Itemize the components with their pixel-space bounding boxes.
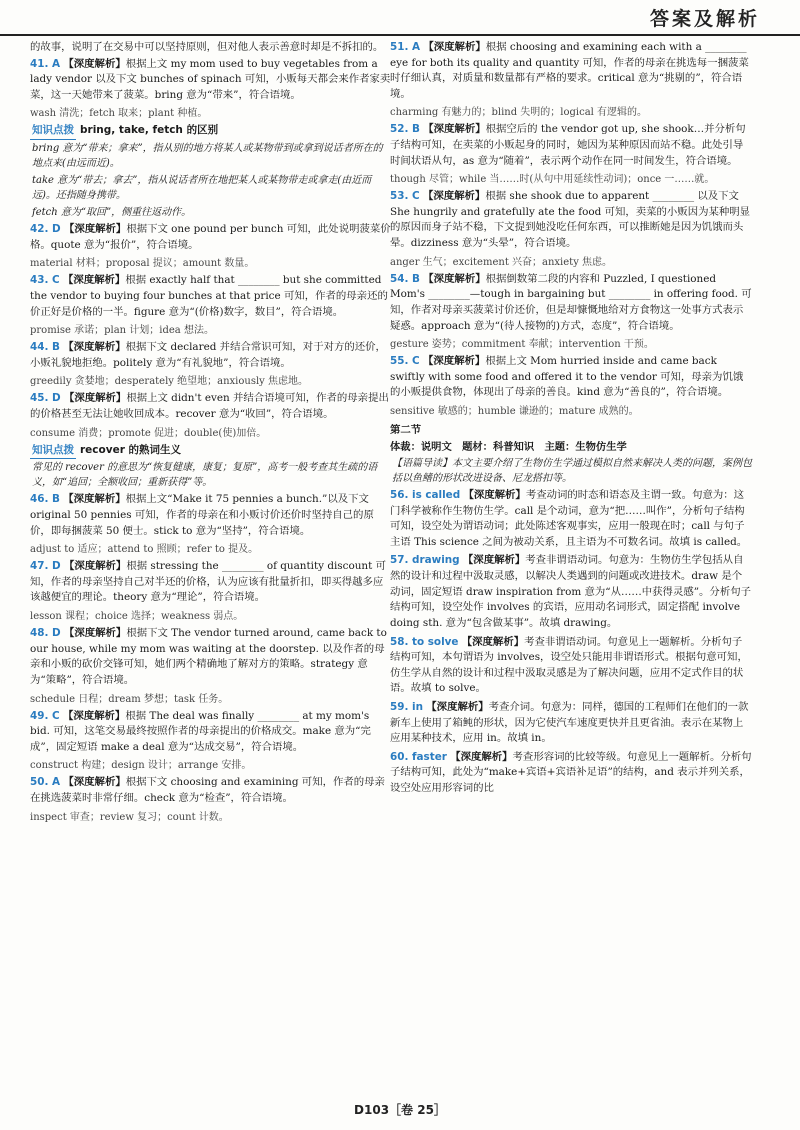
option-glossary: material 材料；proposal 提议；amount 数量。 xyxy=(30,258,255,270)
knowledge-tip-heading: bring, take, fetch 的区别 xyxy=(80,124,219,137)
answer-item xyxy=(30,492,392,539)
analysis-text: 根据上文 didn't even 并结合语境可知，作者的母亲提出的价格甚至无法让她收回成本。recover 意为“收回”，符合语境。 xyxy=(30,392,389,421)
option-glossary: greedily 贪婪地；desperately 绝望地；anxiously 焦虑地。 xyxy=(30,376,308,388)
answer-item xyxy=(390,553,752,631)
question-number: 49. C xyxy=(30,709,60,722)
option-glossary: charming 有魅力的；blind 失明的；logical 有逻辑的。 xyxy=(390,107,648,119)
analysis-text: 考查非谓语动词。句意为：生物仿生学包括从自然的设计和过程中汲取灵感，以解决人类遇到的问题或改进技术。draw 是个动词，固定短语 draw inspiration from 意为“从……中获得灵感”。分析句子结构可知，设空处作 involves 的宾语，应用动名词形式，固定搭配 involve doing sth. 意为“包含做某事”。故填 drawing。 xyxy=(390,554,751,629)
answer-item xyxy=(30,273,392,320)
analysis-text: 根据上文“Make it 75 pennies a bunch.”以及下文 original 50 pennies 可知，作者的母亲在和小贩讨价还价时坚持自己的原价，即每捆菠菜 50 便士。stick to 意为“坚持”，符合语境。 xyxy=(30,493,374,537)
right-column xyxy=(390,40,752,800)
answer-item xyxy=(30,57,392,104)
question-number: 56. is called xyxy=(390,489,461,502)
question-number: 47. D xyxy=(30,560,61,573)
analysis-tag: 【深度解析】 xyxy=(423,41,486,53)
analysis-tag: 【深度解析】 xyxy=(461,635,525,648)
question-number: 51. A xyxy=(390,41,421,53)
analysis-tag: 【深度解析】 xyxy=(422,190,486,203)
answer-item xyxy=(390,750,752,797)
option-glossary: promise 承诺；plan 计划；idea 想法。 xyxy=(30,325,214,337)
question-number: 44. B xyxy=(30,341,60,354)
analysis-text: 根据下文 choosing and examining 可知，作者的母亲在挑选菠菜时非常仔细。check 意为“检查”，符合语境。 xyxy=(30,776,385,804)
option-glossary: schedule 日程；dream 梦想；task 任务。 xyxy=(30,693,229,705)
answer-item xyxy=(30,391,392,422)
analysis-text: 根据上文 Mom hurried inside and came back swiftly with some food and offered it to the vendor 可知，母亲为饥饿的小贩提供食物，体现出了母亲的善良。kind 意为“善良的”，符合语境。 xyxy=(390,355,744,399)
analysis-tag: 【深度解析】 xyxy=(63,493,126,506)
question-number: 45. D xyxy=(30,392,61,405)
analysis-text: 考查形容词的比较等级。句意见上一题解析。分析句子结构可知，此处为“make+宾语+宾语补足语”的结构，and 表示并列关系，设空处应用形容词的比 xyxy=(390,750,752,794)
page-number: D103［卷 25］ xyxy=(354,1103,446,1117)
analysis-tag: 【深度解析】 xyxy=(62,274,126,287)
note-text: bring 意为“带来；拿来”，指从别的地方将某人或某物带到或拿到说话者所在的地点来(由远而近)。 xyxy=(32,143,383,170)
answer-item xyxy=(390,40,752,102)
question-number: 42. D xyxy=(30,223,61,236)
question-number: 58. to solve xyxy=(390,635,459,648)
paragraph: 的故事，说明了在交易中可以坚持原则，但对他人表示善意时却是不拆扣的。 xyxy=(30,41,384,53)
analysis-text: 根据 she shook due to apparent ________ 以及下文 She hungrily and gratefully ate the food 可知，卖菜的小贩因为某种明显的原因而身子站不稳，下文提到她没吃任何东西，可以推断她是因为饥饿而头晕。dizziness 意为“头晕”，符合语境。 xyxy=(390,190,751,250)
answer-item xyxy=(30,340,392,371)
analysis-text: 根据 stressing the ________ of quantity discount 可知，作者的母亲坚持自己对半还的价格，认为应该有批量折扣，即买得越多应该越便宜的理论。theory 意为“理论”，符合语境。 xyxy=(30,560,386,604)
knowledge-tip-title xyxy=(30,443,392,460)
answer-item xyxy=(390,189,752,251)
question-number: 54. B xyxy=(390,272,420,285)
analysis-tag: 【深度解析】 xyxy=(62,709,126,722)
answer-item xyxy=(390,354,752,401)
analysis-text: 根据空后的 the vendor got up, she shook…并分析句子结构可知，在卖菜的小贩起身的同时，她因为某种原因而站不稳。此处引导时间状语从句，as 意为“随着”，表示两个动作在同一时间发生，符合语境。 xyxy=(390,123,746,167)
knowledge-tip-title xyxy=(30,123,392,140)
analysis-text: 根据下文 one pound per bunch 可知，此处说明菠菜价格。quote 意为“报价”，符合语境。 xyxy=(30,223,391,251)
answer-item xyxy=(30,709,392,756)
analysis-text: 根据下文 The vendor turned around, came back to our house, while my mom was waiting at the doorstep. 以及作者的母亲和小贩的砍价交锋可知，她们两个精确地了解对方的策略。strategy 意为“策略”，符合语境。 xyxy=(30,627,387,686)
question-number: 57. drawing xyxy=(390,554,460,567)
page-header xyxy=(0,0,800,36)
header-title: 答案及解析 xyxy=(649,8,760,30)
question-number: 50. A xyxy=(30,776,61,789)
note-text: fetch 意为“取回”，侧重往返动作。 xyxy=(32,207,192,219)
answer-item xyxy=(30,559,392,606)
analysis-tag: 【深度解析】 xyxy=(63,560,127,573)
option-glossary: wash 清洗；fetch 取来；plant 种植。 xyxy=(30,108,208,120)
analysis-tag: 【深度解析】 xyxy=(423,123,486,136)
analysis-text: 根据 exactly half that ________ but she committed the vendor to buying four bunches at that price 可知，作者的母亲还的价正好是价格的一半。figure 意为“(价格)数字，数目”，符合语境。 xyxy=(30,274,388,318)
question-number: 59. in xyxy=(390,700,423,713)
analysis-text: 考查非谓语动词。句意见上一题解析。分析句子结构可知，本句谓语为 involves，设空处只能用非谓语形式。根据句意可知，仿生学从自然的设计和过程中汲取灵感是为了解决问题，应用不定式作目的状语。故填 to solve。 xyxy=(390,635,748,695)
knowledge-tip-badge: 知识点拨 xyxy=(30,123,76,140)
analysis-tag: 【深度解析】 xyxy=(426,700,489,713)
answer-item xyxy=(390,700,752,747)
question-number: 55. C xyxy=(390,355,420,368)
answer-item xyxy=(390,272,752,334)
analysis-text: 考查介词。句意为：同样，德国的工程师们在他们的一款新车上使用了箱鲀的形状，因为它使汽车速度更快并且更省油。表示在某物上应用某种技术，应用 in。故填 in。 xyxy=(390,700,749,745)
analysis-tag: 【深度解析】 xyxy=(63,627,127,640)
analysis-tag: 【深度解析】 xyxy=(63,341,126,354)
answer-item xyxy=(30,775,392,806)
option-glossary: construct 构建；design 设计；arrange 安排。 xyxy=(30,760,252,772)
note-text: 【语篇导读】本文主要介绍了生物仿生学通过模拟自然来解决人类的问题，案例包括以鱼鳍的形状改进设备、尼龙搭扣等。 xyxy=(392,458,752,485)
option-glossary: though 尽管；while 当……时(从句中用延续性动词)；once 一……就。 xyxy=(390,174,715,186)
analysis-tag: 【深度解析】 xyxy=(63,57,126,70)
question-number: 53. C xyxy=(390,190,420,203)
analysis-tag: 【深度解析】 xyxy=(63,392,127,405)
analysis-tag: 【深度解析】 xyxy=(422,355,486,368)
passage-meta: 体裁：说明文 题材：科普知识 主题：生物仿生学 xyxy=(390,440,627,453)
answer-item xyxy=(390,488,752,550)
analysis-text: 考查动词的时态和语态及主谓一致。句意为：这门科学被称作生物仿生学。call 是个动词，意为“把……叫作”，分析句子结构可知，设空处为谓语动词；此处陈述客观事实，应用一般现在时；call 与句子主语 This science 之间为被动关系，且主语为不可数名词。故填 is called。 xyxy=(390,489,748,548)
question-number: 60. faster xyxy=(390,750,447,763)
question-number: 52. B xyxy=(390,123,420,136)
analysis-tag: 【深度解析】 xyxy=(63,223,127,236)
option-glossary: adjust to 适应；attend to 照顾；refer to 提及。 xyxy=(30,544,259,556)
analysis-tag: 【深度解析】 xyxy=(63,776,126,789)
analysis-tag: 【深度解析】 xyxy=(462,554,526,567)
answer-item xyxy=(30,626,392,688)
left-column xyxy=(30,40,392,827)
question-number: 48. D xyxy=(30,627,61,640)
analysis-text: 根据上文 my mom used to buy vegetables from a lady vendor 以及下文 bunches of spinach 可知，小贩每天都会来作者家卖菜，这一天她带来了菠菜。bring 意为“带来”，符合语境。 xyxy=(30,57,391,101)
analysis-tag: 【深度解析】 xyxy=(450,750,513,763)
analysis-text: 根据下文 declared 并结合常识可知，对于对方的还价，小贩礼貌地拒绝。politely 意为“有礼貌地”，符合语境。 xyxy=(30,341,386,369)
analysis-text: 根据倒数第二段的内容和 Puzzled, I questioned Mom's ________—tough in bargaining but ________ in offering food. 可知，作者对母亲买菠菜讨价还价，但是却慷慨地给对方食物这一处事方式表示疑惑。approach 意为“(待人接物的)方式，态度”，符合语境。 xyxy=(390,272,752,332)
question-number: 43. C xyxy=(30,274,60,287)
option-glossary: inspect 审查；review 复习；count 计数。 xyxy=(30,811,229,823)
analysis-tag: 【深度解析】 xyxy=(463,489,526,502)
knowledge-tip-badge: 知识点拨 xyxy=(30,443,76,460)
answer-item xyxy=(390,635,752,697)
analysis-tag: 【深度解析】 xyxy=(423,272,486,285)
option-glossary: lesson 课程；choice 选择；weakness 弱点。 xyxy=(30,611,244,623)
option-glossary: anger 生气；excitement 兴奋；anxiety 焦虑。 xyxy=(390,256,613,268)
section-title: 第二节 xyxy=(390,423,422,436)
question-number: 41. A xyxy=(30,57,61,70)
note-text: 常见的 recover 的意思为“恢复健康，康复；复原”，高考一般考查其生疏的语义，如“追回；全额收回；重新获得”等。 xyxy=(32,462,378,489)
question-number: 46. B xyxy=(30,493,60,506)
option-glossary: sensitive 敏感的；humble 谦逊的；mature 成熟的。 xyxy=(390,405,639,417)
answer-item xyxy=(30,222,392,253)
answer-item xyxy=(390,122,752,169)
option-glossary: consume 消费；promote 促进；double(使)加倍。 xyxy=(30,427,267,439)
analysis-text: 根据 choosing and examining each with a ________ eye for both its quality and quantity 可知，作者的母亲在挑选每一捆菠菜时仔细认真，对质量和数量都有严格的要求。critical 意为“挑剔的”，符合语境。 xyxy=(390,41,749,100)
option-glossary: gesture 姿势；commitment 奉献；intervention 干预。 xyxy=(390,339,654,351)
note-text: take 意为“带去；拿去”，指从说话者所在地把某人或某物带走或拿走(由近而远)。还指随身携带。 xyxy=(32,175,372,202)
analysis-text: 根据 The deal was finally ________ at my mom's bid. 可知，这笔交易最终按照作者的母亲提出的价格成交。make 意为“完成”，固定短语 make a deal 意为“达成交易”，符合语境。 xyxy=(30,709,371,753)
knowledge-tip-heading: recover 的熟词生义 xyxy=(80,443,182,456)
